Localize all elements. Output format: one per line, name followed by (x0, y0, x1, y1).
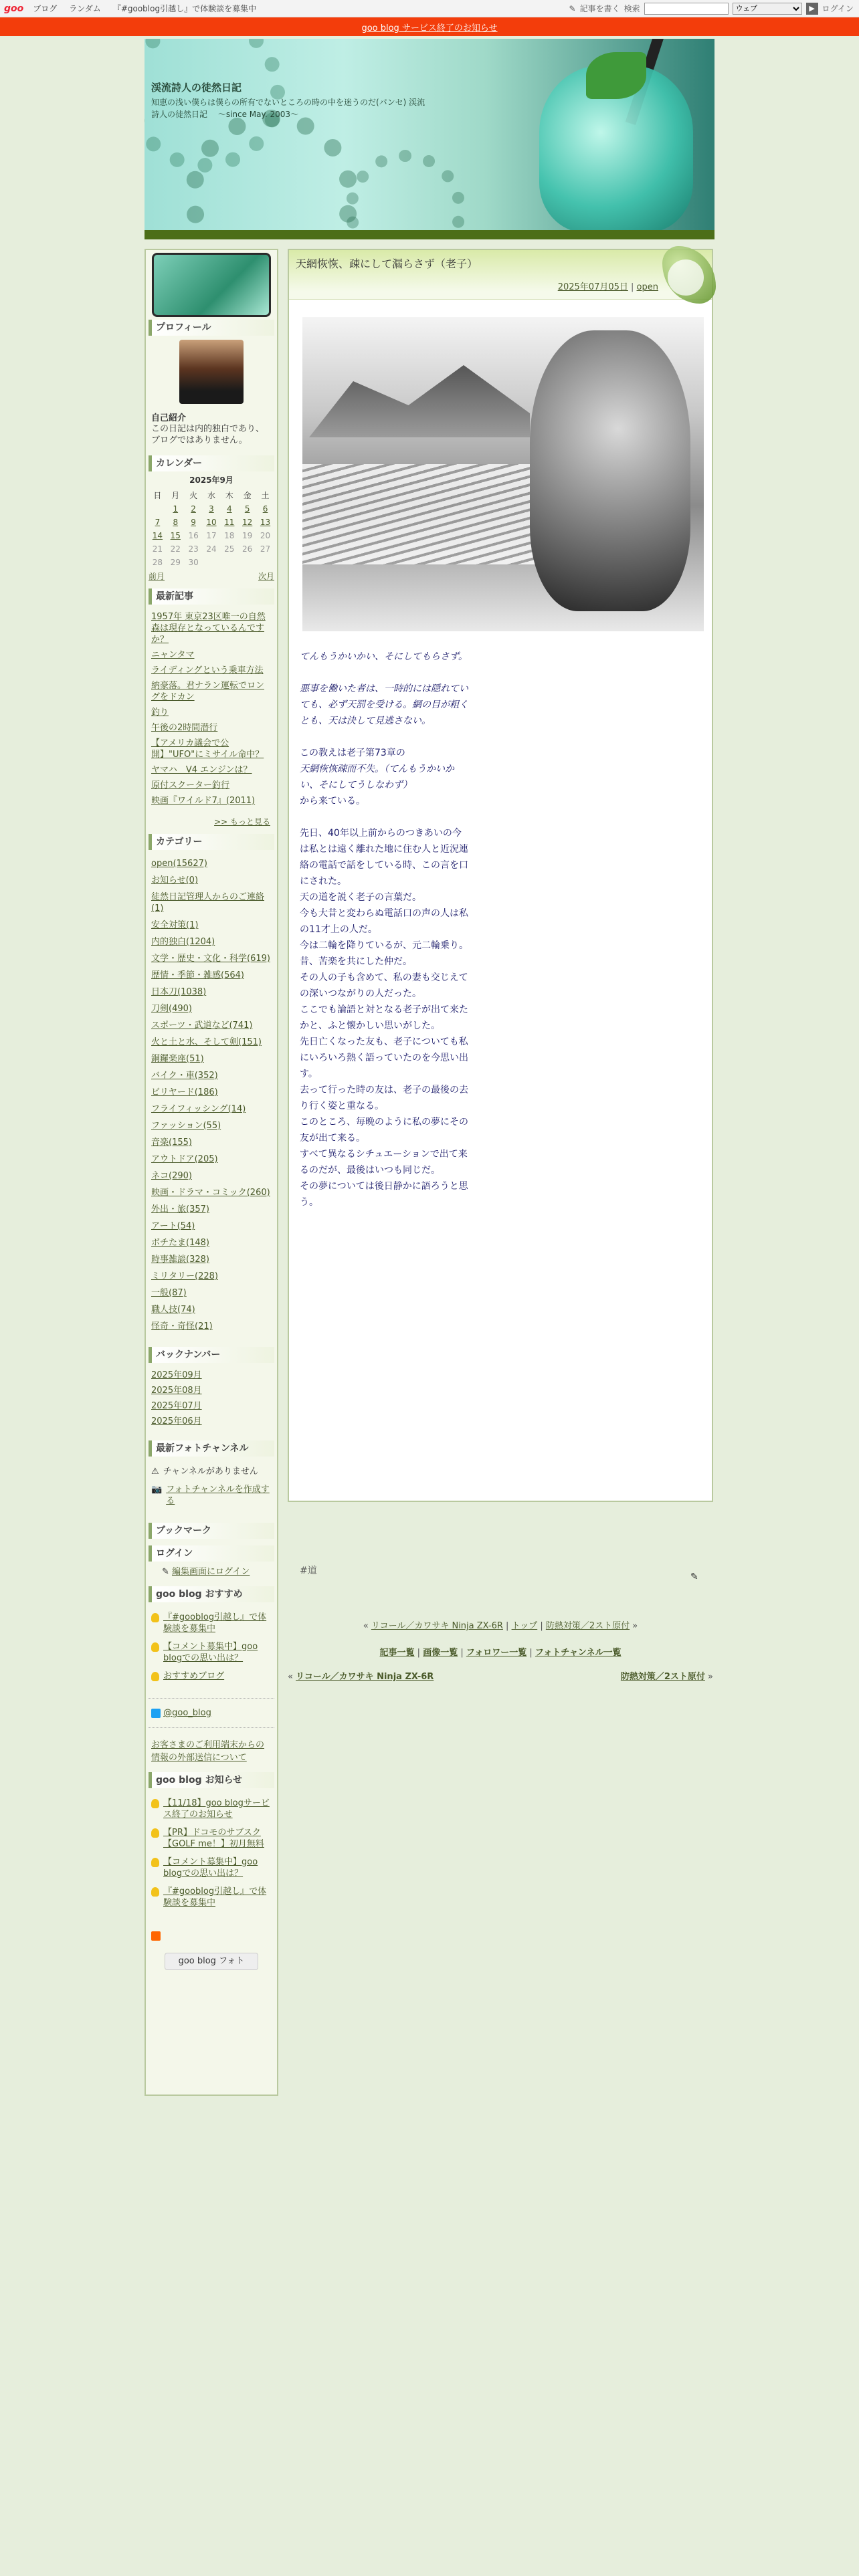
recent-article-link[interactable]: 【アメリカ議会で公開】"UFO"にミサイル命中？ (151, 738, 264, 760)
entry-date-link[interactable]: 2025年07月05日 (557, 282, 628, 292)
news-title: goo blog お知らせ (149, 1772, 274, 1788)
entry-header (289, 250, 712, 300)
entry-paragraph: 先日、40年以上前からのつきあいの今は私とは遠く離れた地に住む人と近況連絡の電話で話をしている時、この言を口にされた。 (300, 828, 468, 887)
pager-top[interactable]: トップ (511, 1621, 538, 1631)
news-link[interactable]: 【PR】ドコモのサブスク【GOLF me！】初月無料 (163, 1828, 264, 1849)
pencil-icon: ✎ (162, 1567, 169, 1577)
top-link-random[interactable]: ランダム (69, 4, 101, 13)
calendar-day: 19 (242, 531, 253, 540)
recent-article-link[interactable]: 釣り (151, 708, 169, 718)
top-bar (0, 0, 859, 17)
recent-section (149, 588, 274, 827)
calendar-weekday: 火 (189, 491, 198, 500)
entry-paragraph: ここでも論語と対となる老子が出て来たかと、ふと懐かしい思いがした。 (300, 1004, 468, 1031)
notice-icon (151, 1828, 159, 1838)
twitter-icon (151, 1709, 161, 1718)
entry-paragraph: 悪事を働いた者は、一時的には隠れていても、必ず天罰を受ける。網の目が粗くとも、天は決して見逃さない。 (300, 683, 468, 726)
list-item (151, 1612, 272, 1634)
category-link[interactable]: 刀剣(490) (151, 1004, 192, 1014)
category-link[interactable]: アート(54) (151, 1221, 195, 1231)
entry-illustration (302, 317, 704, 631)
calendar-day[interactable]: 15 (170, 531, 181, 540)
list-item (151, 1827, 272, 1850)
blog-description: 知恵の浅い僕らは僕らの所有でないところの時の中を迷うのだ(パンセ) 渓流詩人の徒然日記 ～since May. 2003～ (151, 98, 425, 119)
notice-bar (0, 17, 859, 36)
list-item (151, 1671, 272, 1682)
category-link[interactable]: 職人技(74) (151, 1305, 195, 1315)
category-link[interactable]: 安全対策(1) (151, 920, 199, 930)
photo-channel-title: 最新フォトチャンネル (149, 1440, 274, 1457)
blog-banner-image[interactable] (152, 253, 271, 317)
photo-channel-section (149, 1440, 274, 1516)
calendar-day: 23 (188, 544, 199, 554)
calendar-day[interactable]: 10 (206, 518, 217, 527)
backnumber-link[interactable]: 2025年07月 (151, 1401, 202, 1411)
calendar-caption: 2025年9月 (189, 475, 233, 485)
notice-icon (151, 1799, 159, 1808)
camera-icon: 📷 (151, 1485, 163, 1495)
entry-meta: 2025年07月05日 | open (557, 282, 658, 292)
list-item (151, 1798, 272, 1820)
recent-article-link[interactable]: 納豪落。君ナラン運転でロングをドカン (151, 681, 265, 702)
recent-article-link[interactable]: 午後の2時間潜行 (151, 723, 218, 733)
news-link[interactable]: 【コメント募集中】goo blogでの思い出は？ (163, 1857, 258, 1879)
search-label: 検索 (624, 4, 640, 13)
news-link[interactable]: 『#gooblog引越し』で体験談を募集中 (163, 1887, 267, 1908)
photo-none-text: チャンネルがありません (163, 1467, 258, 1477)
lightbulb-icon (151, 1613, 159, 1622)
category-link[interactable]: 日本刀(1038) (151, 987, 207, 997)
calendar-weekday: 金 (243, 491, 252, 500)
top-links (33, 3, 256, 14)
backnumber-link[interactable]: 2025年09月 (151, 1370, 202, 1380)
category-title: カテゴリー (149, 834, 274, 850)
entry-paragraph: 天網恢恢疎而不失。（てんもうかいかい、そにしてうしなわず） (300, 764, 454, 790)
pager-next[interactable]: 防熱対策／2スト原付 (620, 1672, 705, 1682)
top-link-blog[interactable]: ブログ (33, 4, 58, 13)
warning-icon: ⚠ (151, 1467, 159, 1477)
calendar-day[interactable]: 4 (226, 504, 232, 514)
profile-title: プロフィール (149, 320, 274, 336)
lightbulb-icon (151, 1642, 159, 1652)
divider (149, 1698, 274, 1699)
entry-paragraph: 今は二輪を降りているが、元二輪乗り。 (300, 940, 468, 951)
calendar-day[interactable]: 13 (260, 518, 271, 527)
category-link[interactable]: ネコ(290) (151, 1171, 192, 1181)
category-link[interactable]: 文学・歴史・文化・科学(619) (151, 954, 270, 964)
entry-paragraph: その人の子も含めて、私の妻も交じえての深いつながりの人だった。 (300, 972, 468, 999)
follower-list-link[interactable]: フォロワー一覧 (466, 1648, 527, 1658)
category-link[interactable]: ビリヤード(186) (151, 1087, 218, 1097)
category-section (149, 834, 274, 1340)
illustration-mountains (309, 357, 530, 437)
pager-next-small[interactable]: 防熱対策／2スト原付 (545, 1621, 630, 1631)
calendar-day[interactable]: 9 (191, 518, 196, 527)
entry-paragraph: この教えは老子第73章の (300, 748, 405, 758)
calendar-day[interactable]: 8 (173, 518, 179, 527)
pen-icon: ✎ (569, 3, 576, 13)
write-article-link[interactable]: 記事を書く (579, 4, 620, 13)
divider (149, 1727, 274, 1728)
blog-header (145, 39, 714, 239)
self-intro-label: 自己紹介 (151, 413, 187, 423)
blog-title[interactable]: 渓流詩人の徒然日記 (151, 82, 242, 94)
recent-article-link[interactable]: 1957年 東京23区唯一の自然森は現存となっているんですか？ (151, 612, 266, 645)
notice-icon (151, 1887, 159, 1897)
category-link[interactable]: お知らせ(0) (151, 875, 199, 885)
entry-body (300, 649, 470, 1210)
entry-paragraph: 昔、苦楽を共にした仲だ。 (300, 956, 412, 967)
news-section (149, 1772, 274, 1970)
calendar-day: 22 (170, 544, 181, 554)
category-link[interactable]: 銅鑼楽座(51) (151, 1054, 204, 1064)
entry-paragraph: その夢については後日静かに語ろうと思う。 (300, 1181, 468, 1208)
lightbulb-icon (151, 1672, 159, 1681)
entry-paragraph: 今も大昔と変わらぬ電話口の声の人は私の11才上の人だ。 (300, 908, 468, 935)
calendar-day (203, 556, 221, 569)
goo-logo[interactable]: goo (4, 3, 24, 14)
login-link[interactable]: ログイン (822, 4, 854, 13)
category-link[interactable]: ファッション(55) (151, 1121, 221, 1131)
entry-paragraph: すべて異なるシチュエーションで出て来るのだが、最後はいつも同じだ。 (300, 1149, 468, 1176)
entry-pager: « リコール／カワサキ Ninja ZX-6R 防熱対策／2スト原付 » (288, 1672, 713, 1682)
calendar-day (238, 556, 256, 569)
entry-category-link[interactable]: open (636, 282, 658, 292)
calendar-day (149, 502, 167, 516)
calendar-day[interactable]: 6 (262, 504, 268, 514)
calendar-title: カレンダー (149, 455, 274, 471)
rss-icon[interactable] (151, 1931, 161, 1941)
calendar-day: 16 (188, 531, 199, 540)
recommend-link[interactable]: 『#gooblog引越し』で体験談を募集中 (163, 1612, 267, 1634)
category-link[interactable]: フライフィッシング(14) (151, 1104, 246, 1114)
notice-icon (151, 1858, 159, 1867)
backnumber-link[interactable]: 2025年06月 (151, 1416, 202, 1426)
calendar-day: 30 (188, 558, 199, 567)
calendar-day[interactable]: 11 (224, 518, 235, 527)
category-link[interactable]: 徒然日記管理人からのご連絡(1) (151, 892, 265, 914)
category-link[interactable]: 一般(87) (151, 1288, 187, 1298)
entry-paragraph: てんもうかいかい、そにしてもらさず。 (300, 651, 468, 662)
login-section (149, 1545, 274, 1580)
entry-title: 天網恢恢、疎にして漏らさず（老子） (296, 257, 478, 270)
category-link[interactable]: バイク・車(352) (151, 1071, 218, 1081)
list-item (151, 1856, 272, 1879)
calendar-day: 28 (152, 558, 163, 567)
profile-avatar (179, 340, 244, 404)
photo-channel-list-link[interactable]: フォトチャンネル一覧 (535, 1648, 622, 1658)
calendar-day: 24 (206, 544, 217, 554)
calendar-day[interactable]: 3 (209, 504, 214, 514)
search-scope-select[interactable] (733, 3, 802, 15)
calendar-day: 25 (224, 544, 235, 554)
calendar-section (149, 455, 274, 582)
calendar-day (220, 556, 238, 569)
calendar-day[interactable]: 2 (191, 504, 196, 514)
calendar-day[interactable]: 12 (242, 518, 253, 527)
photo-create-link[interactable]: フォトチャンネルを作成する (166, 1485, 270, 1506)
calendar-weekday: 土 (261, 491, 270, 500)
search-input[interactable] (644, 3, 729, 15)
recommend-section (149, 1586, 274, 1765)
calendar-weekday: 月 (171, 491, 180, 500)
category-link[interactable]: 外出・旅(357) (151, 1204, 209, 1214)
backnumber-link[interactable]: 2025年08月 (151, 1386, 202, 1396)
profile-section (149, 320, 274, 449)
twitter-link[interactable]: @goo_blog (163, 1708, 211, 1718)
category-link[interactable]: ミリタリー(228) (151, 1271, 218, 1281)
list-item (151, 1641, 272, 1664)
category-link[interactable]: 怪奇・奇怪(21) (151, 1321, 213, 1331)
category-link[interactable]: 時事雑談(328) (151, 1255, 209, 1265)
self-intro-text: この日記は内的独白であり、ブログではありません。 (151, 424, 265, 445)
recent-more-link[interactable]: >> もっと見る (214, 817, 270, 827)
category-link[interactable]: 歴情・季節・雑感(564) (151, 970, 244, 980)
calendar-weekday: 日 (153, 491, 162, 500)
calendar-prev-link[interactable]: 前月 (149, 572, 165, 581)
calendar-day[interactable]: 1 (173, 504, 179, 514)
header-mint-leaf-image (586, 52, 646, 99)
backnumber-section (149, 1347, 274, 1434)
entry-tag[interactable]: #道 (300, 1566, 317, 1576)
recent-title: 最新記事 (149, 588, 274, 605)
recent-article-link[interactable]: ライディングという乗車方法 (151, 665, 264, 675)
category-link[interactable]: スポーツ・武道など(741) (151, 1021, 253, 1031)
calendar-weekday: 水 (207, 491, 215, 500)
search-button[interactable]: ▶ (806, 3, 818, 15)
header-pattern (345, 150, 466, 239)
entry-paragraph (300, 729, 470, 745)
recent-article-link[interactable]: 原付スクーター釣行 (151, 780, 230, 790)
top-right (569, 3, 854, 15)
calendar-weekday: 木 (225, 491, 233, 500)
category-link[interactable]: 火と土と水、そして剣(151) (151, 1037, 262, 1047)
recommend-link[interactable]: おすすめブログ (163, 1671, 225, 1681)
entry-pager-small: « リコール／カワサキ Ninja ZX-6R | トップ | 防熱対策／2スト原付 » (363, 1621, 638, 1631)
entry-paragraph: 去って行った時の友は、老子の最後の去り行く姿と重なる。 (300, 1085, 468, 1111)
pager-prev[interactable]: リコール／カワサキ Ninja ZX-6R (296, 1672, 434, 1682)
list-item (151, 1886, 272, 1909)
calendar-table (149, 488, 274, 569)
recommend-link[interactable]: 【コメント募集中】goo blogでの思い出は？ (163, 1642, 258, 1663)
header-leaf-ornament (668, 259, 704, 296)
bookmark-section (149, 1523, 274, 1539)
image-list-link[interactable]: 画像一覧 (423, 1648, 458, 1658)
calendar-day[interactable]: 14 (152, 531, 163, 540)
calendar-day: 17 (206, 531, 217, 540)
category-link[interactable]: 映画・ドラマ・コミック(260) (151, 1188, 270, 1198)
category-link[interactable]: 音楽(155) (151, 1138, 192, 1148)
edit-login-link[interactable]: 編集画面にログイン (172, 1567, 250, 1577)
edit-icon[interactable]: ✎ (690, 1572, 698, 1582)
entry-paragraph (300, 665, 470, 681)
entry-paragraph: このところ、毎晩のように私の夢にその友が出て来る。 (300, 1117, 468, 1144)
calendar-next-link[interactable]: 次月 (258, 572, 274, 581)
article-list-link[interactable]: 記事一覧 (379, 1648, 415, 1658)
goo-blog-foto-button[interactable]: goo blog フォト (165, 1953, 258, 1970)
category-link[interactable]: ボチたま(148) (151, 1238, 209, 1248)
news-link[interactable]: 【11/18】goo blogサービス終了のお知らせ (163, 1798, 270, 1820)
calendar-day: 26 (242, 544, 253, 554)
recent-article-link[interactable]: 映画『ワイルド7』(2011) (151, 796, 256, 806)
login-title: ログイン (149, 1545, 274, 1562)
service-end-notice-link[interactable]: goo blog サービス終了のお知らせ (361, 23, 498, 33)
recent-article-link[interactable]: ヤマハ V4 エンジンは？ (151, 765, 252, 775)
calendar-day: 18 (224, 531, 235, 540)
category-link[interactable]: open(15627) (151, 859, 207, 869)
recent-article-link[interactable]: ニャンタマ (151, 650, 195, 660)
bookmark-title: ブックマーク (149, 1523, 274, 1539)
recommend-title: goo blog おすすめ (149, 1586, 274, 1602)
pager-prev-small[interactable]: リコール／カワサキ Ninja ZX-6R (371, 1621, 503, 1631)
illustration-sage-face (530, 330, 690, 611)
entry-paragraph: 先日亡くなった友も、老子についても私にいろいろ熱く語っていたのを今思い出す。 (300, 1037, 468, 1079)
calendar-day[interactable]: 7 (155, 518, 161, 527)
sidebar (145, 249, 278, 2096)
calendar-day: 29 (170, 558, 181, 567)
category-link[interactable]: 内的独白(1204) (151, 937, 215, 947)
category-link[interactable]: アウトドア(205) (151, 1154, 218, 1164)
entry-paragraph: から来ている。 (300, 796, 365, 807)
calendar-day (256, 556, 274, 569)
list-links: 記事一覧 | 画像一覧 | フォロワー一覧 | フォトチャンネル一覧 (379, 1648, 622, 1658)
backnumber-title: バックナンバー (149, 1347, 274, 1363)
calendar-day: 20 (260, 531, 271, 540)
calendar-day: 21 (152, 544, 163, 554)
blog-entry (288, 249, 713, 1582)
external-info-link[interactable]: お客さまのご利用端末からの情報の外部送信について (151, 1740, 265, 1763)
entry-paragraph (300, 809, 470, 825)
top-link-campaign[interactable]: 『#gooblog引越し』で体験談を募集中 (112, 4, 257, 13)
calendar-day: 27 (260, 544, 271, 554)
entry-paragraph: 天の道を説く老子の言葉だ。 (300, 892, 421, 903)
calendar-day[interactable]: 5 (244, 504, 250, 514)
